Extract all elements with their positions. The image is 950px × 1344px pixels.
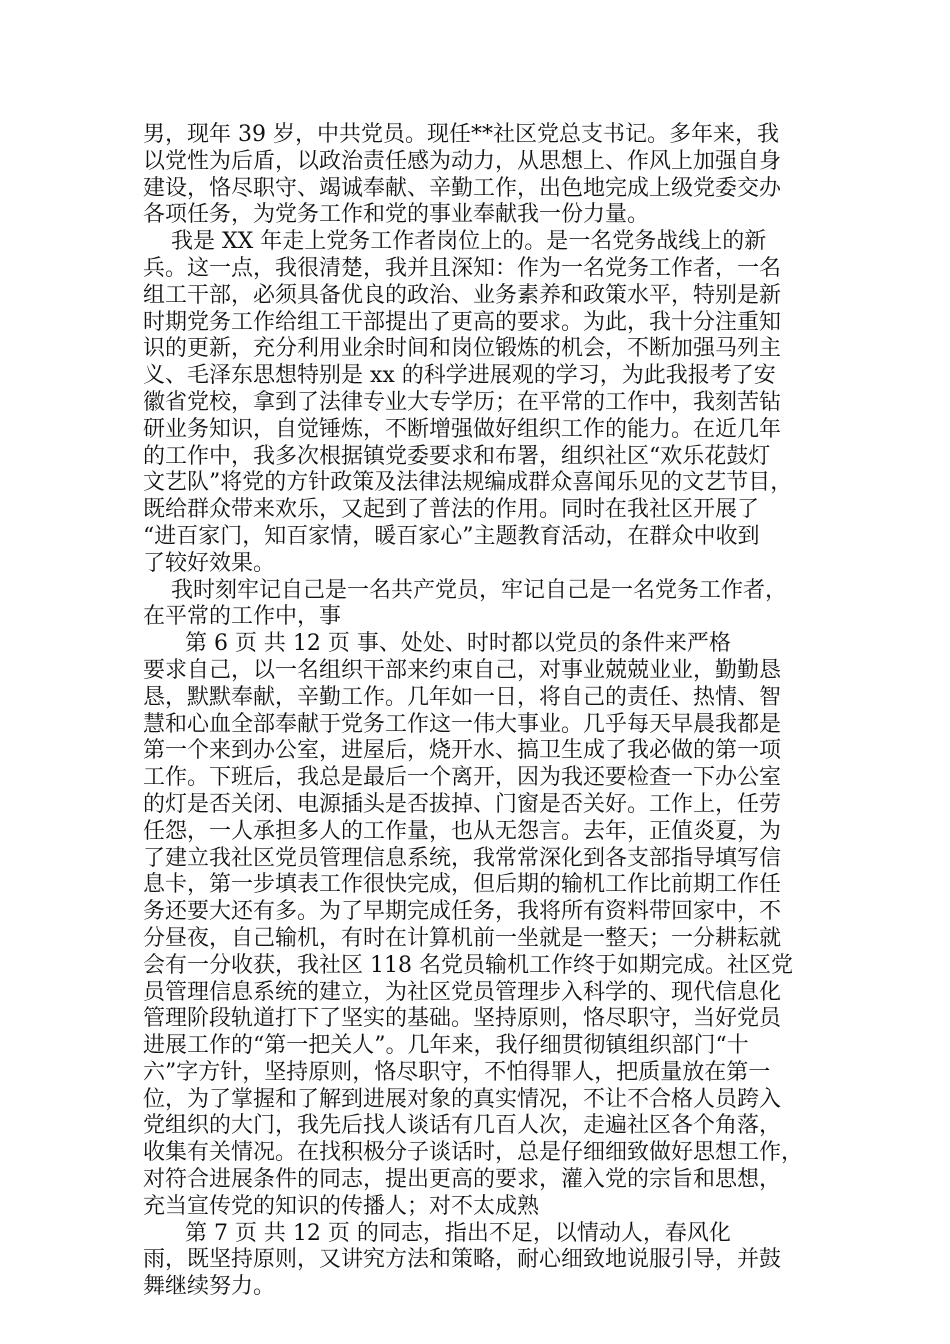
text-line: 恳，默默奉献，辛勤工作。几年如一日，将自己的责任、热情、智 — [143, 684, 782, 710]
text-line: 对符合进展条件的同志，提出更高的要求，灌入党的宗旨和思想， — [143, 1167, 782, 1193]
text-line: 建设，恪尽职守、竭诚奉献、辛勤工作，出色地完成上级党委交办 — [143, 175, 782, 201]
text-line: 兵。这一点，我很清楚，我并且深知：作为一名党务工作者，一名 — [143, 255, 782, 281]
page-break-line: 第 6 页 共 12 页 事、处处、时时都以党员的条件来严格 — [143, 631, 731, 657]
text-line: 息卡，第一步填表工作很快完成，但后期的输机工作比前期工作任 — [143, 872, 782, 898]
text-line: 以党性为后盾，以政治责任感为动力，从思想上、作风上加强自身 — [143, 148, 782, 174]
text-line: 的工作中，我多次根据镇党委要求和布署，组织社区“欢乐花鼓灯 — [143, 443, 771, 469]
text-line: 位，为了掌握和了解到进展对象的真实情况，不让不合格人员跨入 — [143, 1086, 782, 1112]
text-line: 第一个来到办公室，进屋后，烧开水、搞卫生成了我必做的第一项 — [143, 738, 782, 764]
text-line: 组工干部，必须具备优良的政治、业务素养和政策水平，特别是新 — [143, 282, 782, 308]
text-line: 在平常的工作中，事 — [143, 604, 342, 630]
text-line: “进百家门，知百家情，暖百家心”主题教育活动，在群众中收到 — [143, 523, 760, 549]
text-line: 进展工作的“第一把关人”。几年来，我仔细贯彻镇组织部门“十 — [143, 1033, 749, 1059]
text-line: 舞继续努力。 — [143, 1274, 276, 1300]
text-line: 各项任务，为党务工作和党的事业奉献我一份力量。 — [143, 202, 650, 228]
text-line: 要求自己，以一名组织干部来约束自己，对事业兢兢业业，勤勤恳 — [143, 657, 782, 683]
text-line: 慧和心血全部奉献于党务工作这一伟大事业。几乎每天早晨我都是 — [143, 711, 782, 737]
text-line: 我是 XX 年走上党务工作者岗位上的。是一名党务战线上的新 — [143, 229, 767, 255]
text-line: 分昼夜，自己输机，有时在计算机前一坐就是一整天；一分耕耘就 — [143, 925, 782, 951]
text-line: 员管理信息系统的建立，为社区党员管理步入科学的、现代信息化 — [143, 979, 782, 1005]
text-line: 充当宣传党的知识的传播人；对不太成熟 — [143, 1193, 540, 1219]
page-break-line: 第 7 页 共 12 页 的同志，指出不足，以情动人，春风化 — [143, 1220, 731, 1246]
text-line: 徽省党校，拿到了法律专业大专学历；在平常的工作中，我刻苦钻 — [143, 389, 782, 415]
text-line: 务还要大还有多。为了早期完成任务，我将所有资料带回家中，不 — [143, 899, 782, 925]
text-line: 收集有关情况。在找积极分子谈话时，总是仔细细致做好思想工作， — [143, 1140, 804, 1166]
text-line: 的灯是否关闭、电源插头是否拔掉、门窗是否关好。工作上，任劳 — [143, 791, 782, 817]
text-line: 我时刻牢记自己是一名共产党员，牢记自己是一名党务工作者， — [143, 577, 787, 603]
text-line: 义、毛泽东思想特别是 xx 的科学进展观的学习，为此我报考了安 — [143, 363, 776, 389]
text-line: 六”字方针，坚持原则，恪尽职守，不怕得罪人，把质量放在第一 — [143, 1059, 771, 1085]
text-line: 时期党务工作给组工干部提出了更高的要求。为此，我十分注重知 — [143, 309, 782, 335]
text-line: 了较好效果。 — [143, 550, 276, 576]
text-line: 既给群众带来欢乐，又起到了普法的作用。同时在我社区开展了 — [143, 497, 760, 523]
text-line: 工作。下班后，我总是最后一个离开，因为我还要检查一下办公室 — [143, 765, 782, 791]
text-line: 任怨，一人承担多人的工作量，也从无怨言。去年，正值炎夏，为 — [143, 818, 782, 844]
text-line: 男，现年 39 岁，中共党员。现任**社区党总支书记。多年来，我 — [143, 122, 779, 147]
text-line: 文艺队”将党的方针政策及法律法规编成群众喜闻乐见的文艺节目， — [143, 470, 793, 496]
text-line: 识的更新，充分利用业余时间和岗位锻炼的机会，不断加强马列主 — [143, 336, 782, 362]
text-line: 雨，既坚持原则，又讲究方法和策略，耐心细致地说服引导，并鼓 — [143, 1247, 782, 1273]
text-line: 会有一分收获，我社区 118 名党员输机工作终于如期完成。社区党 — [143, 952, 793, 978]
text-line: 了建立我社区党员管理信息系统，我常常深化到各支部指导填写信 — [143, 845, 782, 871]
text-line: 管理阶段轨道打下了坚实的基础。坚持原则，恪尽职守，当好党员 — [143, 1006, 782, 1032]
text-line: 研业务知识，自觉锤炼，不断增强做好组织工作的能力。在近几年 — [143, 416, 782, 442]
document-page — [143, 122, 813, 1301]
text-line: 党组织的大门，我先后找人谈话有几百人次，走遍社区各个角落， — [143, 1113, 782, 1139]
